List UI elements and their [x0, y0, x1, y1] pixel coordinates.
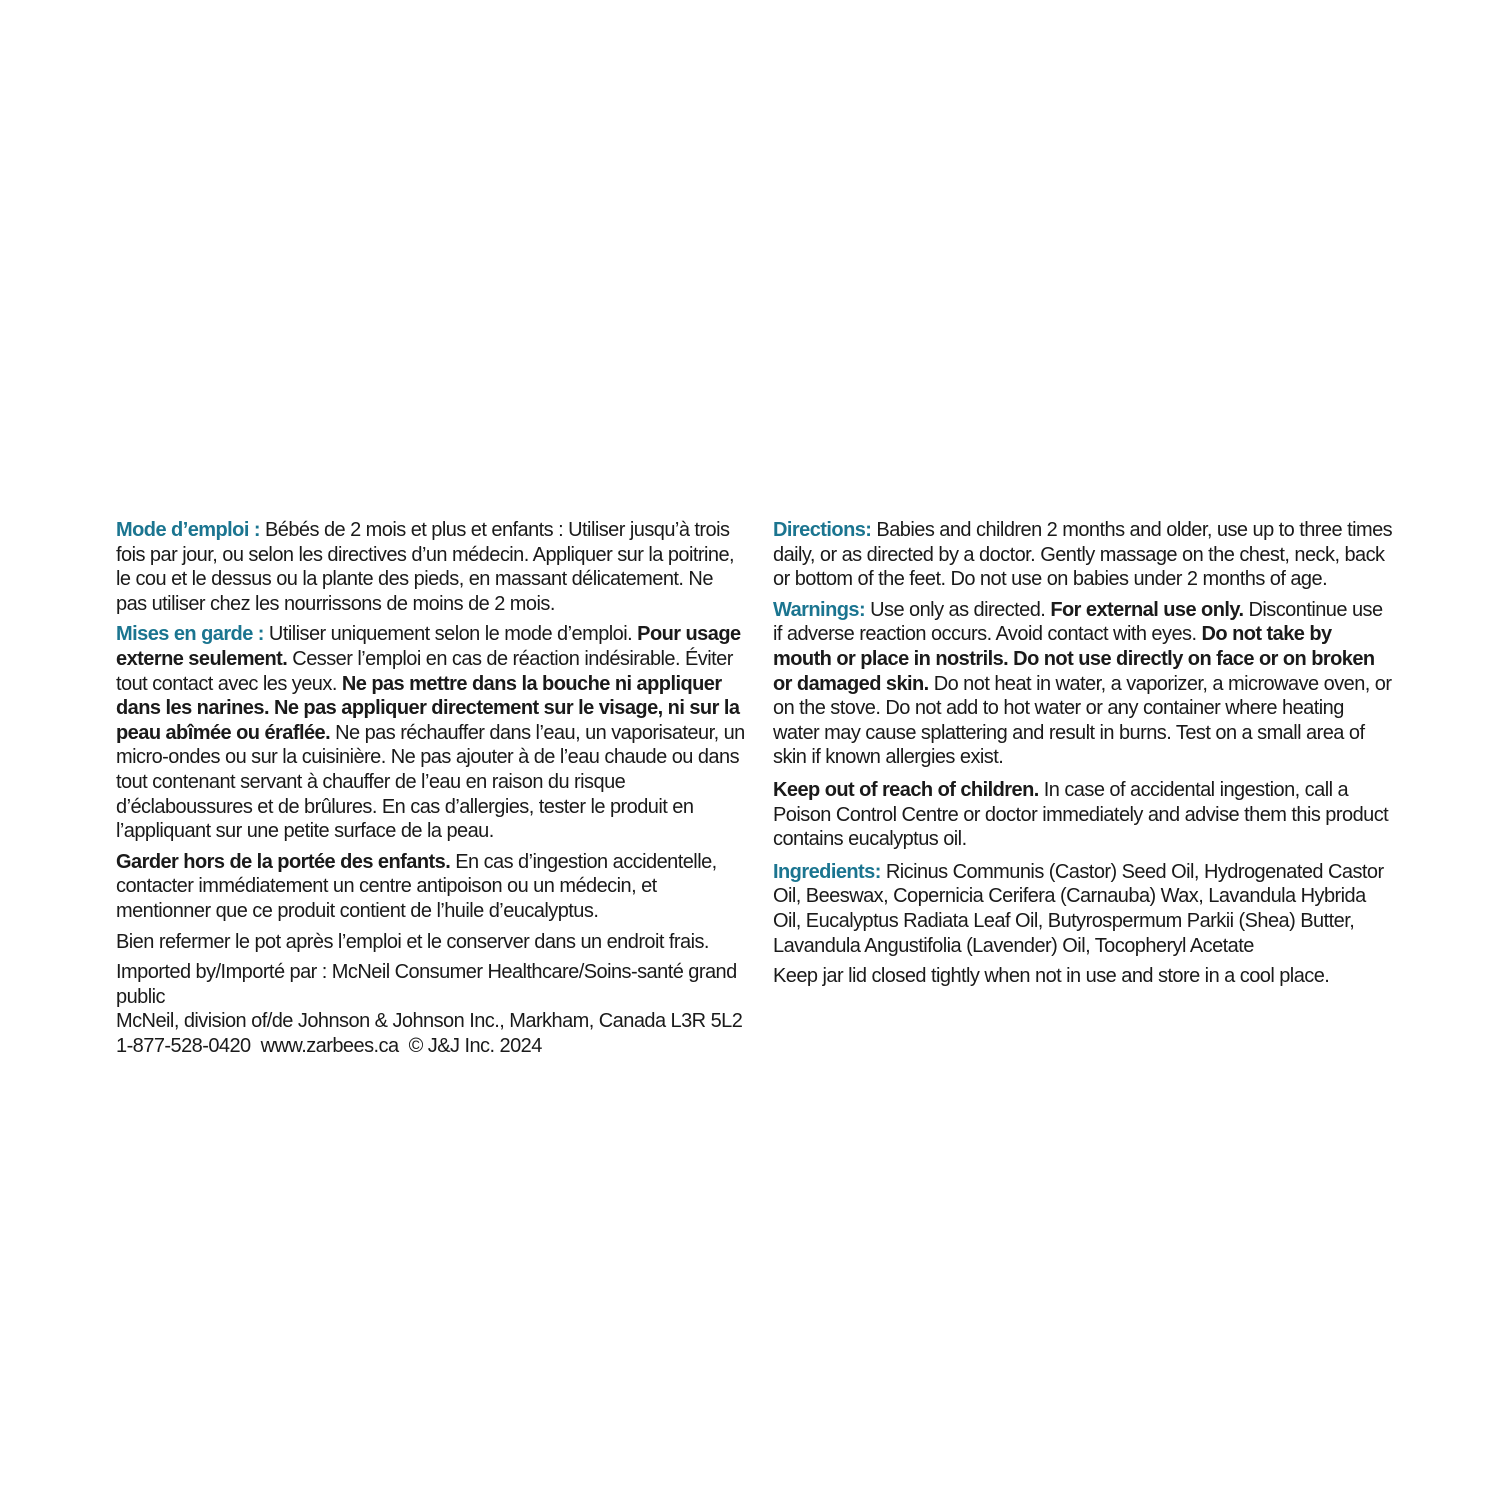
fr-directions-heading: Mode d’emploi :: [116, 519, 260, 541]
fr-storage-paragraph: Bien refermer le pot après l’emploi et le conserver dans un endroit frais.: [116, 930, 709, 953]
fr-warnings-text-2: Cesser l’emploi en cas de réaction indésirable. Éviter tout contact avec les yeux.: [116, 647, 733, 695]
fr-warnings-text-3: Ne pas réchauffer dans l’eau, un vaporisateur, un micro-ondes ou sur la cuisinière. Ne pas ajouter à de l’eau chaude ou dans tout contenant servant à chauffer de l’eau en raison du risque d’éclaboussures et de brûlures. En cas d’allergies, tester le produit en l’appliquant sur une petite surface de la peau.: [116, 721, 745, 843]
fr-directions-paragraph: [116, 518, 746, 616]
fr-children-text: En cas d’ingestion accidentelle, contacter immédiatement un centre antipoison ou un médecin, et mentionner que ce produit contient de l’huile d’eucalyptus.: [116, 850, 717, 922]
fr-warnings-heading: Mises en garde :: [116, 623, 264, 646]
en-warnings-bold-2: Do not take by mouth or place in nostrils. Do not use directly on face or on broken or damaged skin.: [773, 623, 1375, 695]
french-column: [116, 518, 746, 1064]
fr-children-paragraph: [116, 850, 746, 924]
en-children-text: In case of accidental ingestion, call a Poison Control Centre or doctor immediately and advise them this product contains eucalyptus oil.: [773, 778, 1389, 851]
product-label-panel: [0, 518, 1500, 1057]
english-column: [773, 518, 1393, 995]
fr-children-bold: Garder hors de la portée des enfants.: [116, 850, 451, 873]
en-warnings-text-3: Do not heat in water, a vaporizer, a microwave oven, or on the stove. Do not add to hot water or any container where heating water may cause splattering and result in burns. Test on a small area of skin if known allergies exist.: [773, 672, 1392, 769]
en-warnings-bold-1: For external use only.: [1050, 598, 1244, 621]
fr-importer-block: [116, 960, 746, 1058]
en-directions-paragraph: [773, 518, 1393, 592]
importer-line-2: McNeil, division of/de Johnson & Johnson Inc., Markham, Canada L3R 5L2: [116, 1010, 743, 1033]
en-ingredients-heading: Ingredients:: [773, 860, 881, 883]
en-ingredients-text: Ricinus Communis (Castor) Seed Oil, Hydrogenated Castor Oil, Beeswax, Copernicia Cerifera (Carnauba) Wax, Lavandula Hybrida Oil, Eucalyptus Radiata Leaf Oil, Butyrospermum Parkii (Shea) Butter, Lavandula Angustifolia (Lavender) Oil, Tocopheryl Acetate: [773, 860, 1384, 957]
en-warnings-text-2: Discontinue use if adverse reaction occurs. Avoid contact with eyes.: [773, 598, 1383, 646]
en-children-bold: Keep out of reach of children.: [773, 778, 1039, 801]
fr-warnings-paragraph: [116, 622, 746, 843]
fr-warnings-bold-1: Pour usage externe seulement.: [116, 623, 741, 670]
en-storage-paragraph: Keep jar lid closed tightly when not in use and store in a cool place.: [773, 965, 1330, 988]
fr-directions-text: Bébés de 2 mois et plus et enfants : Utiliser jusqu’à trois fois par jour, ou selon les directives d’un médecin. Appliquer sur la poitrine, le cou et le dessus ou la plante des pieds, en massant délicatement. Ne pas utiliser chez les nourrissons de moins de 2 mois.: [116, 519, 735, 615]
importer-line-3: 1-877-528-0420 www.zarbees.ca © J&J Inc. 2024: [116, 1034, 542, 1057]
fr-warnings-bold-2: Ne pas mettre dans la bouche ni appliquer dans les narines. Ne pas appliquer directement sur le visage, ni sur la peau abîmée ou éraflée.: [116, 672, 740, 744]
en-warnings-text-1: Use only as directed.: [865, 598, 1051, 621]
importer-line-1: Imported by/Importé par : McNeil Consumer Healthcare/Soins-santé grand public: [116, 961, 737, 1008]
en-ingredients-paragraph: [773, 860, 1393, 958]
fr-warnings-text-1: Utiliser uniquement selon le mode d’emploi.: [263, 623, 638, 646]
en-children-paragraph: [773, 778, 1393, 852]
en-warnings-paragraph: [773, 598, 1393, 770]
en-warnings-heading: Warnings:: [773, 598, 866, 621]
en-directions-heading: Directions:: [773, 519, 872, 541]
en-directions-text: Babies and children 2 months and older, use up to three times daily, or as directed by a doctor. Gently massage on the chest, neck, back or bottom of the feet. Do not use on babies under 2 months of age.: [773, 519, 1393, 591]
